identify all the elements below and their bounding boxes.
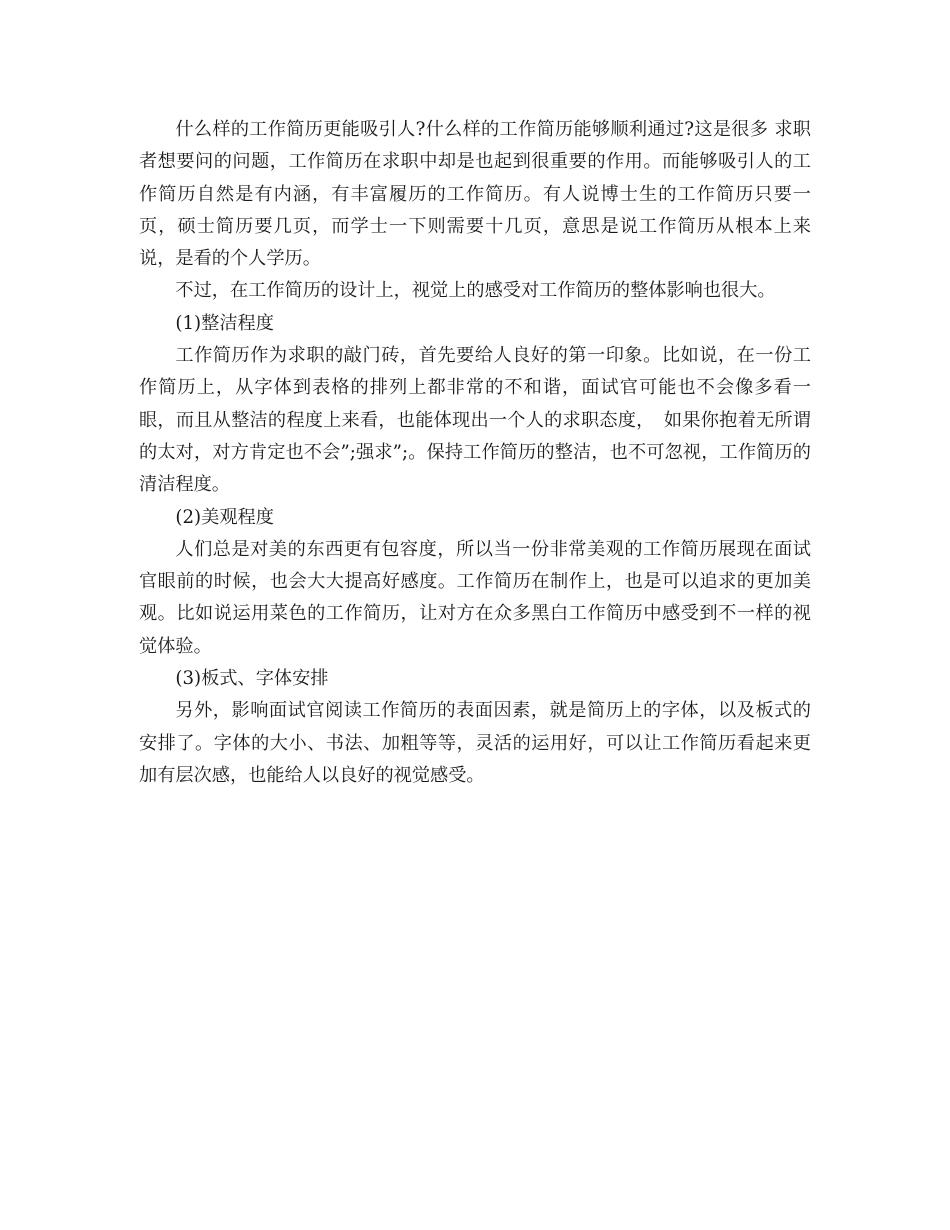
section-heading-layout-font: (3)板式、字体安排 <box>175 668 329 690</box>
intro-paragraph: 什么样的工作简历更能吸引人?什么样的工作简历能够顺利通过?这是很多 求职者想要问的问题，工作简历在求职中却是也起到很重要的作用。而能够吸引人的工作简历自然是有内涵，有丰富履历的工作简历。有人说博士生的工作简历只要一页，硕士简历要几页，而学士一下则需要十几页，意思是说工作简历从根本上来说，是看的个人学历。 <box>139 119 811 270</box>
layout-font-paragraph: 另外，影响面试官阅读工作简历的表面因素，就是简历上的字体，以及板式的安排了。字体的大小、书法、加粗等等，灵活的运用好，可以让工作简历看起来更加有层次感，也能给人以良好的视觉感受。 <box>139 700 811 786</box>
neatness-paragraph: 工作简历作为求职的敲门砖，首先要给人良好的第一印象。比如说，在一份工作简历上，从字体到表格的排列上都非常的不和谐，面试官可能也不会像多看一眼，而且从整洁的程度上来看，也能体现出一个人的求职态度， 如果你抱着无所谓的太对，对方肯定也不会”;强求”;。保持工作简历的整洁，也不可忽视，工作简历的清洁程度。 <box>139 345 811 496</box>
document-body <box>139 114 811 792</box>
visual-impact-paragraph: 不过，在工作简历的设计上，视觉上的感受对工作简历的整体影响也很大。 <box>175 280 776 302</box>
aesthetics-paragraph: 人们总是对美的东西更有包容度，所以当一份非常美观的工作简历展现在面试官眼前的时候，也会大大提高好感度。工作简历在制作上，也是可以追求的更加美观。比如说运用菜色的工作简历，让对方在众多黑白工作简历中感受到不一样的视觉体验。 <box>139 538 811 657</box>
section-heading-aesthetics: (2)美观程度 <box>175 506 274 528</box>
section-heading-neatness: (1)整洁程度 <box>175 312 274 334</box>
